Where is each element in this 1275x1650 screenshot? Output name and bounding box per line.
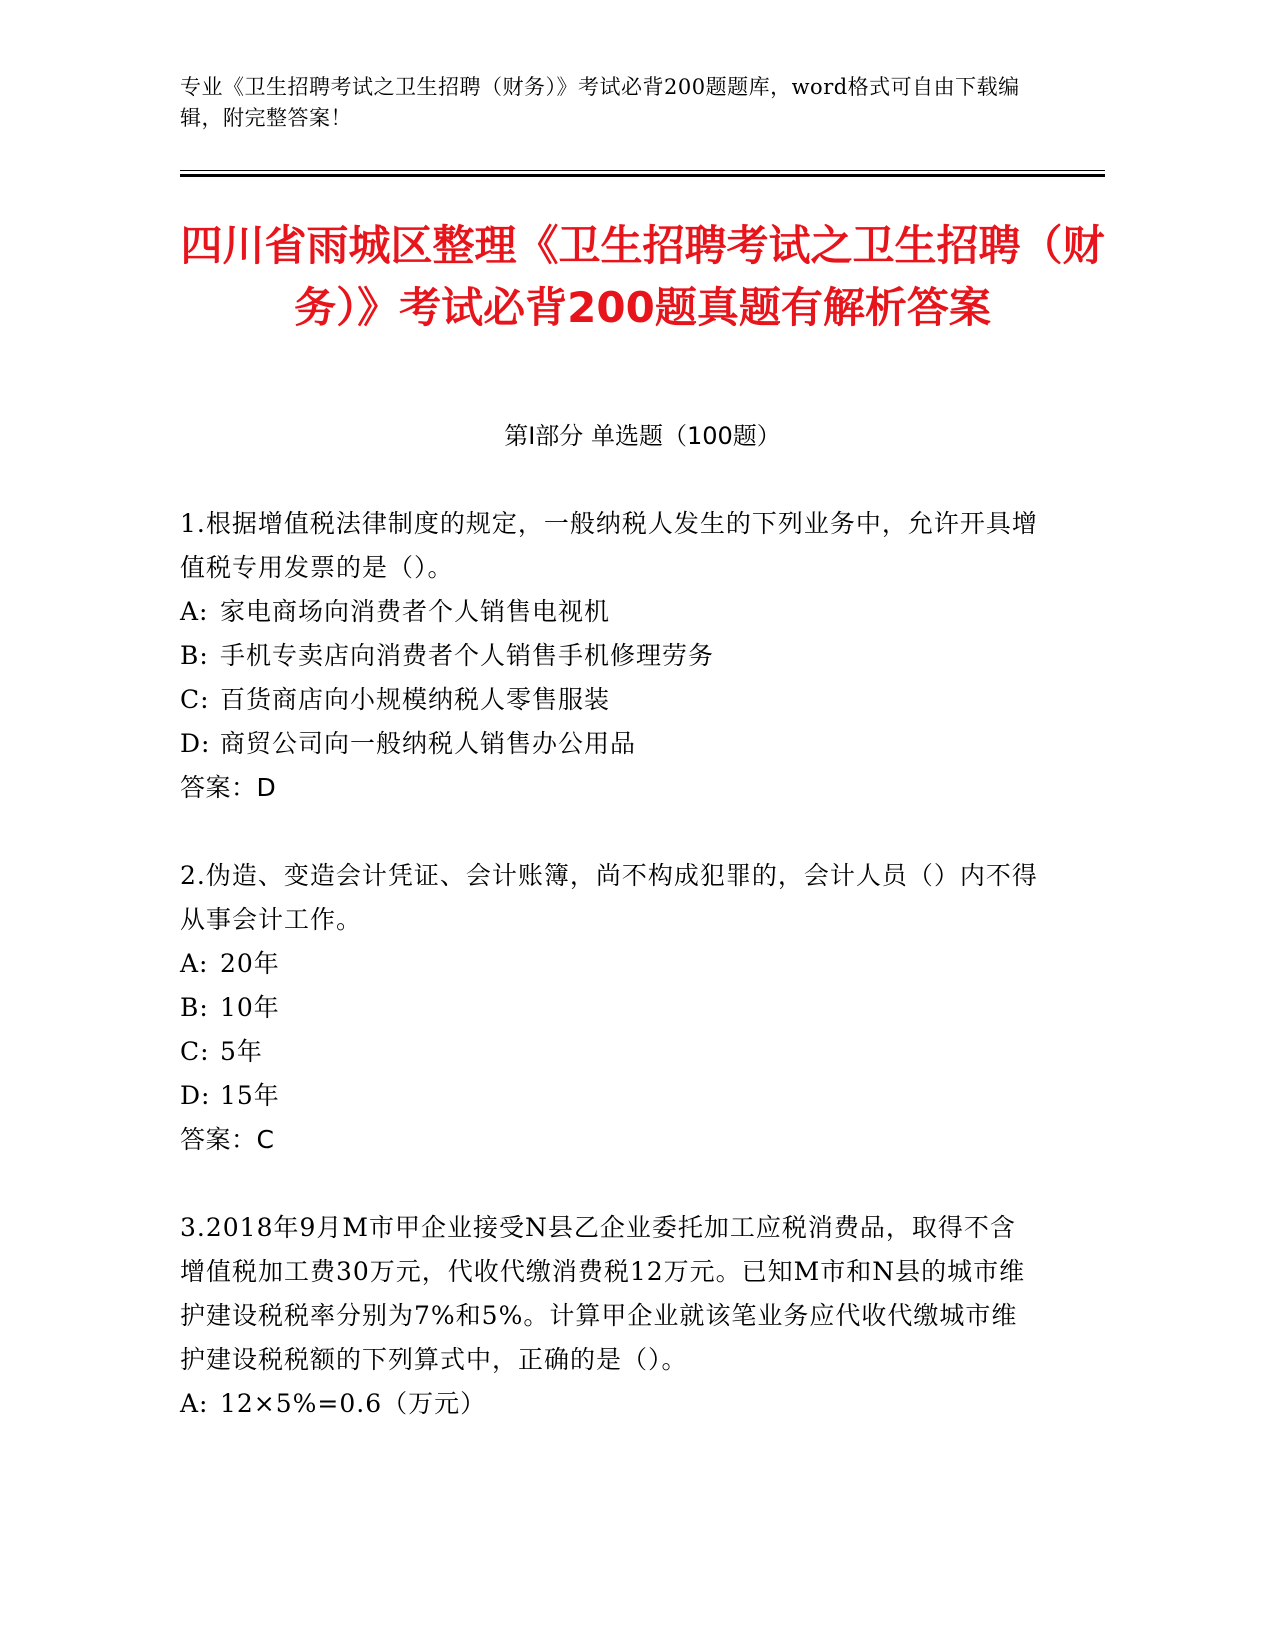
option-d (180, 722, 1040, 766)
header-note: 专业《卫生招聘考试之卫生招聘（财务）》考试必背200题题库，word格式可自由下载编辑，附完整答案！ (180, 75, 1020, 130)
question-3 (180, 1206, 1040, 1426)
option-key: C: (180, 685, 210, 714)
answer-label: 答案： (180, 1125, 257, 1154)
header-rule-thick (180, 174, 1105, 177)
option-key: D: (180, 1081, 211, 1110)
option-a (180, 942, 1040, 986)
question-1 (180, 502, 1040, 810)
section-title: 第I部分 单选题（100题） (504, 422, 781, 450)
option-key: B: (180, 993, 209, 1022)
option-key: D: (180, 729, 211, 758)
answer-label: 答案： (180, 773, 257, 802)
answer-line (180, 766, 1040, 810)
option-text: 5年 (220, 1037, 263, 1066)
option-text: 手机专卖店向消费者个人销售手机修理劳务 (220, 641, 715, 670)
option-key: B: (180, 641, 209, 670)
option-c (180, 678, 1040, 722)
question-text: 3.2018年9月M市甲企业接受N县乙企业委托加工应税消费品，取得不含增值税加工费30万元，代收代缴消费税12万元。已知M市和N县的城市维护建设税税率分别为7%和5%。计算甲企业就该笔业务应代收代缴城市维护建设税税额的下列算式中，正确的是（）。 (180, 1213, 1026, 1374)
option-text: 家电商场向消费者个人销售电视机 (220, 597, 611, 626)
option-text: 10年 (220, 993, 280, 1022)
option-key: A: (180, 949, 209, 978)
option-c (180, 1030, 1040, 1074)
question-text: 1.根据增值税法律制度的规定，一般纳税人发生的下列业务中，允许开具增值税专用发票的是（）。 (180, 509, 1038, 582)
answer-line (180, 1118, 1040, 1162)
question-2 (180, 854, 1040, 1162)
answer-value: C (256, 1125, 275, 1154)
header-rule-thin (180, 170, 1105, 171)
option-text: 15年 (220, 1081, 280, 1110)
option-text: 20年 (220, 949, 280, 978)
option-b (180, 986, 1040, 1030)
option-text: 百货商店向小规模纳税人零售服装 (220, 685, 611, 714)
option-b (180, 634, 1040, 678)
question-text: 2.伪造、变造会计凭证、会计账簿，尚不构成犯罪的，会计人员（）内不得从事会计工作。 (180, 861, 1038, 934)
answer-value: D (256, 773, 277, 802)
option-key: C: (180, 1037, 210, 1066)
option-a (180, 590, 1040, 634)
option-a (180, 1382, 1040, 1426)
document-title: 四川省雨城区整理《卫生招聘考试之卫生招聘（财务）》考试必背200题真题有解析答案 (180, 221, 1105, 332)
option-key: A: (180, 597, 209, 626)
option-text: 商贸公司向一般纳税人销售办公用品 (220, 729, 637, 758)
question-list (180, 502, 1040, 1470)
option-d (180, 1074, 1040, 1118)
option-text: 12×5%=0.6（万元） (220, 1389, 487, 1418)
option-key: A: (180, 1389, 209, 1418)
